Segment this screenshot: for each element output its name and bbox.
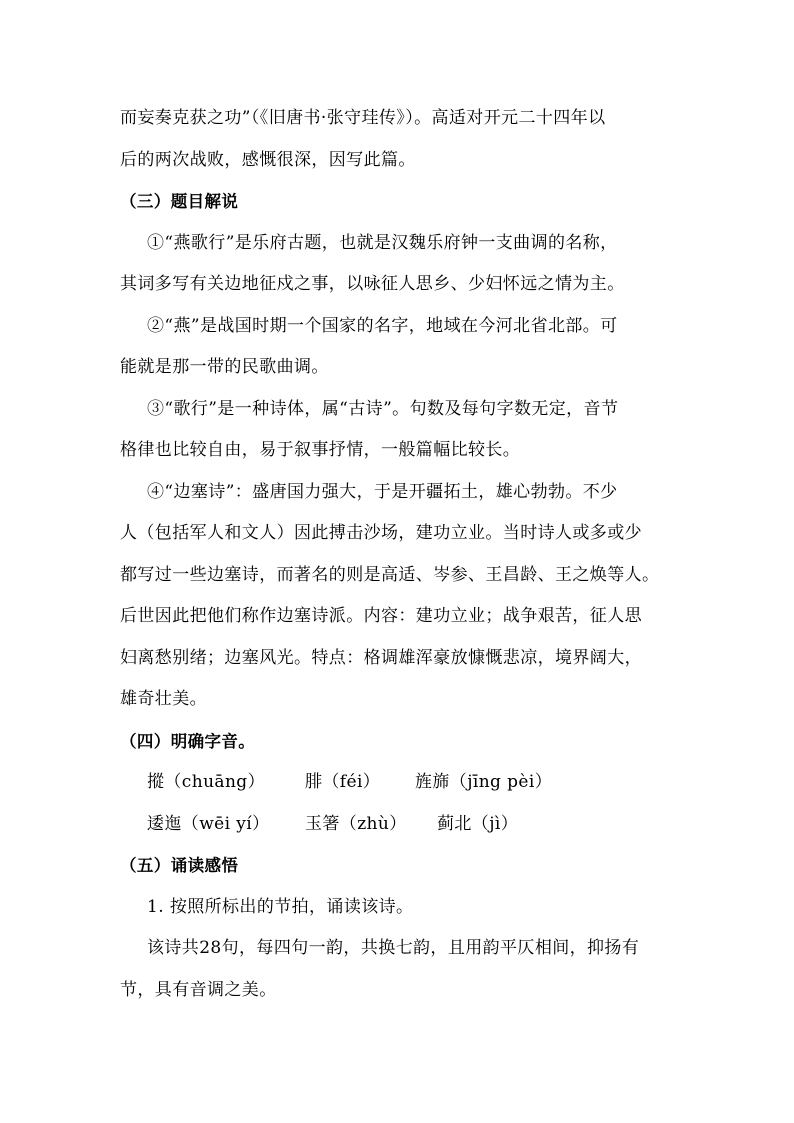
body-text-line: ②“燕”是战国时期一个国家的名字，地域在今河北省北部。可 xyxy=(147,315,618,336)
body-text-line: 人（包括军人和文人）因此搏击沙场，建功立业。当时诗人或多或少 xyxy=(120,523,642,543)
body-text-line: 其词多写有关边地征戍之事，以咏征人思乡、少妇怀远之情为主。 xyxy=(120,274,625,294)
body-text-line: 而妄奏克获之功”（《旧唐书·张守珪传》）。高适对开元二十四年以 xyxy=(120,108,606,128)
pronunciation-item: 摐（chuāng） xyxy=(147,772,265,792)
document-body xyxy=(120,98,680,1011)
body-text-line: ③“歌行”是一种诗体，属“古诗”。句数及每句字数无定，音节 xyxy=(147,398,619,419)
body-text-line: 格律也比较自由，易于叙事抒情，一般篇幅比较长。 xyxy=(120,440,521,460)
body-text-line: 都写过一些边塞诗，而著名的则是高适、岑参、王昌龄、王之焕等人。 xyxy=(120,564,660,585)
body-text-line: 妇离愁别绪；边塞风光。特点：格调雄浑豪放慷慨悲凉，境界阔大， xyxy=(120,647,642,668)
pronunciation-row xyxy=(120,804,680,846)
body-text-line: 1. 按照所标出的节拍，诵读该诗。 xyxy=(147,896,414,917)
body-text-line: 后的两次战败，感慨很深，因写此篇。 xyxy=(120,149,416,170)
body-text-line: 雄奇壮美。 xyxy=(120,689,207,709)
pronunciation-item: 旌旆（jīng pèi） xyxy=(415,772,553,792)
section-heading-4: （四）明确字音。 xyxy=(120,731,256,751)
pronunciation-item: 腓（féi） xyxy=(305,772,381,792)
pronunciation-item: 玉箸（zhù） xyxy=(305,813,407,834)
pronunciation-row xyxy=(120,762,680,804)
body-text-line: 能就是那一带的民歌曲调。 xyxy=(120,357,329,377)
pronunciation-item: 蓟北（jì） xyxy=(437,813,519,834)
body-text-line: ①“燕歌行”是乐府古题，也就是汉魏乐府钟一支曲调的名称， xyxy=(147,232,618,253)
section-heading-3: （三）题目解说 xyxy=(120,192,239,211)
pronunciation-item: 逶迤（wēi yí） xyxy=(147,813,270,834)
body-text-line: 该诗共28句，每四句一韵，共换七韵，且用韵平仄相间，抑扬有 xyxy=(147,938,640,958)
body-text-line: ④“边塞诗”：盛唐国力强大，于是开疆拓土，雄心勃勃。不少 xyxy=(147,481,618,502)
body-text-line: 节，具有音调之美。 xyxy=(120,979,277,1000)
section-heading-5: （五）诵读感悟 xyxy=(120,856,239,875)
body-text-line: 后世因此把他们称作边塞诗派。内容：建功立业；战争艰苦，征人思 xyxy=(120,606,642,626)
